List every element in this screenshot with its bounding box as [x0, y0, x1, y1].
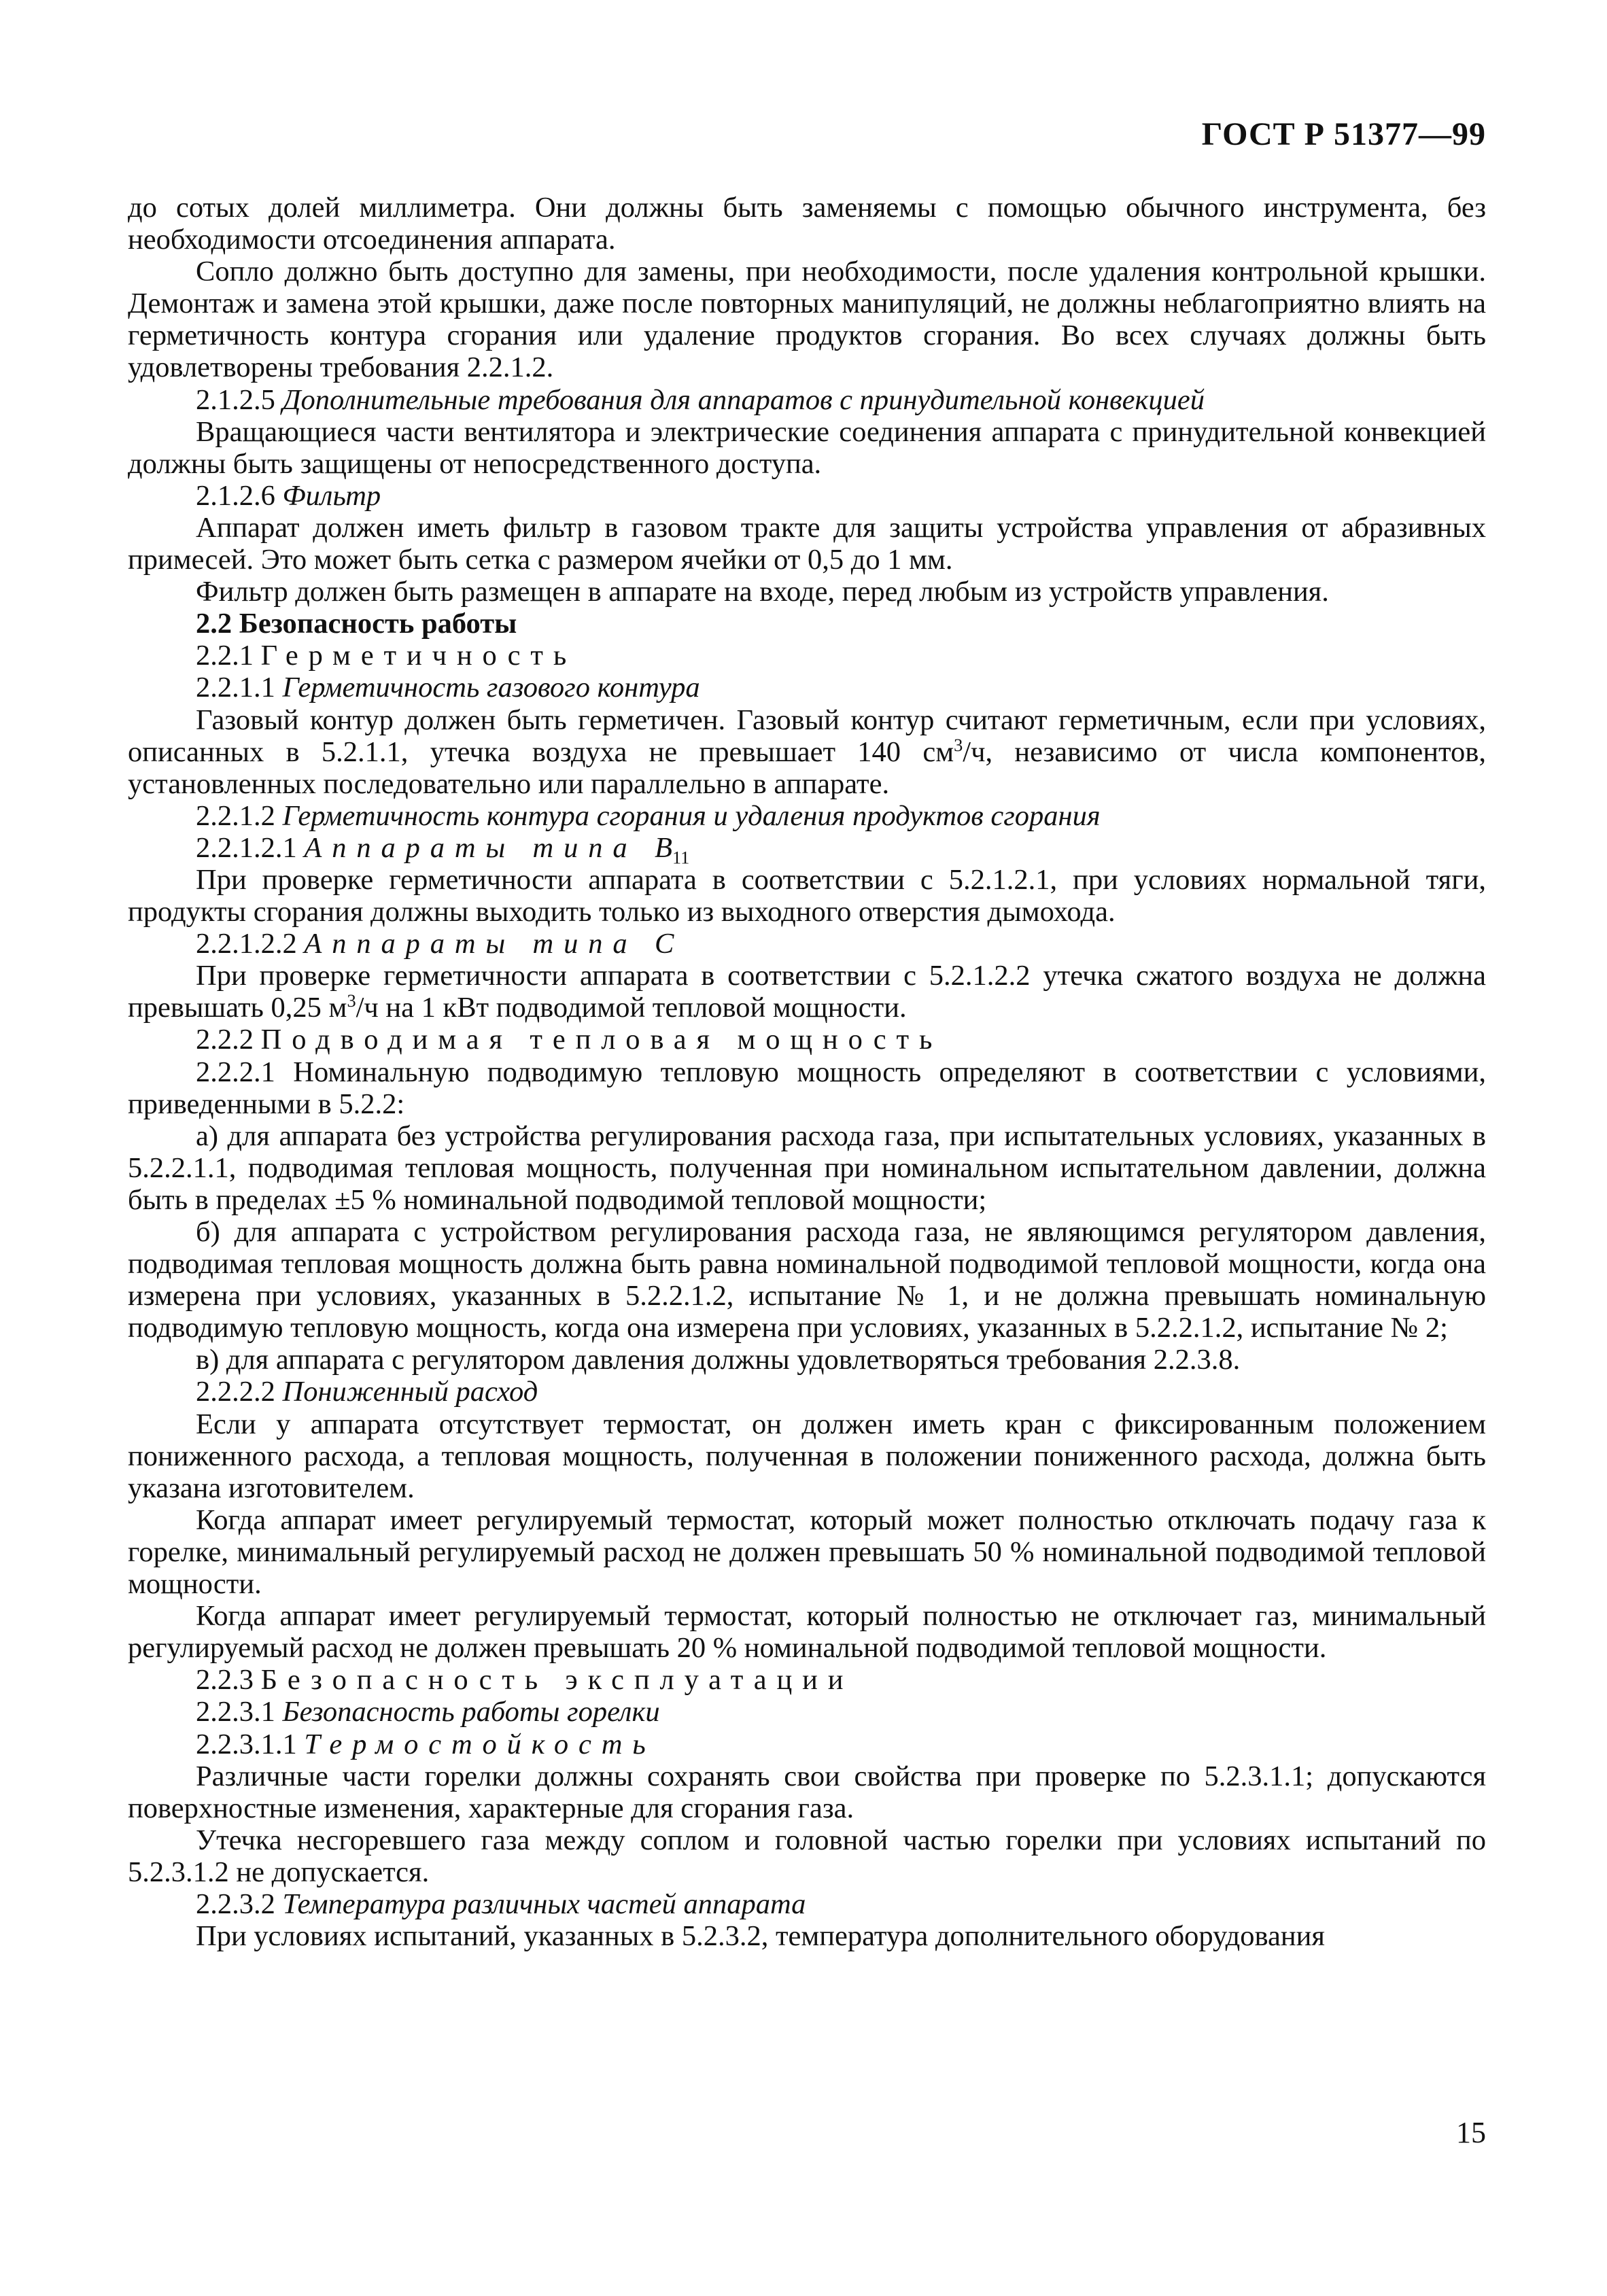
document-body — [128, 192, 1486, 1952]
paragraph — [128, 704, 1486, 800]
paragraph: 2.2.2.1 Номинальную подводимую тепловую мощность определяют в соответствии с условиями, приведенными в 5.2.2: — [128, 1056, 1486, 1120]
paragraph-text: /ч, независимо от числа компонентов, установленных последовательно или параллельно в аппарате. — [128, 735, 1486, 800]
paragraph: до сотых долей миллиметра. Они должны быть заменяемы с помощью обычного инструмента, без необходимости отсоединения аппарата. — [128, 192, 1486, 256]
paragraph: Утечка несгоревшего газа между соплом и головной частью горелки при условиях испытаний по 5.2.3.1.2 не допускается. — [128, 1824, 1486, 1888]
section-number: 2.1.2.5 — [196, 383, 283, 416]
section-title: Аппараты типа — [304, 831, 655, 864]
superscript: 3 — [347, 991, 356, 1011]
section-heading-2-2-3-1-1 — [128, 1728, 1486, 1760]
section-number: 2.2.3.1.1 — [196, 1728, 305, 1760]
section-number: 2.2.1.2.1 — [196, 831, 305, 864]
section-number: 2.2.3 — [196, 1664, 261, 1697]
type-subscript: 11 — [672, 848, 690, 868]
section-heading-2-2-1-2-2 — [128, 928, 1486, 960]
list-item: в) для аппарата с регулятором давления должны удовлетворяться требования 2.2.3.8. — [196, 1344, 1241, 1376]
section-title: 2.2 Безопасность работы — [196, 608, 517, 640]
section-number: 2.2.1.2 — [196, 799, 283, 832]
section-title: Дополнительные требования для аппаратов с принудительной конвекцией — [282, 383, 1205, 416]
paragraph: Аппарат должен иметь фильтр в газовом тракте для защиты устройства управления от абразивных примесей. Это может быть сетка с размером ячейки от 0,5 до 1 мм. — [128, 511, 1486, 576]
section-title: Аппараты типа — [304, 928, 655, 960]
section-title: Безопасность работы горелки — [282, 1696, 660, 1728]
section-title: Подводимая тепловая мощность — [260, 1024, 943, 1056]
paragraph: Если у аппарата отсутствует термостат, он должен иметь кран с фиксированным положением пониженного расхода, а тепловая мощность, полученная в положении пониженного расхода, должна быть указана изготовителем. — [128, 1408, 1486, 1504]
paragraph: Различные части горелки должны сохранять свои свойства при проверке по 5.2.3.1.1; допускаются поверхностные изменения, характерные для сгорания газа. — [128, 1760, 1486, 1824]
section-heading-2-2-2 — [128, 1024, 1486, 1056]
section-title: Температура различных частей аппарата — [282, 1888, 806, 1920]
section-title: Фильтр — [282, 479, 381, 512]
paragraph: Когда аппарат имеет регулируемый термостат, который может полностью отключать подачу газа к горелке, минимальный регулируемый расход не должен превышать 50 % номинальной подводимой тепловой мощности. — [128, 1503, 1486, 1601]
superscript: 3 — [954, 735, 963, 755]
paragraph: Сопло должно быть доступно для замены, при необходимости, после удаления контрольной крышки. Демонтаж и замена этой крышки, даже после повторных манипуляций, не должны неблагоприятно влиять на герметичность контура сгорания или удаление продуктов сгорания. Во всех случаях должны быть удовлетворены требования 2.2.1.2. — [128, 256, 1486, 384]
section-heading-2-2-1-2 — [128, 800, 1486, 832]
section-heading-2-2 — [128, 608, 1486, 640]
section-number: 2.2.1.1 — [196, 672, 283, 704]
section-heading-2-2-1 — [128, 640, 1486, 672]
section-heading-2-2-2-2 — [128, 1376, 1486, 1408]
paragraph-text: Газовый контур должен быть герметичен. Газовый контур считают герметичным, если при условиях, описанных в 5.2.1.1, утечка воздуха не превышает 140 см — [128, 703, 1486, 768]
paragraph — [128, 960, 1486, 1024]
paragraph: При проверке герметичности аппарата в соответствии с 5.2.1.2.1, при условиях нормальной тяги, продукты сгорания должны выходить только из выходного отверстия дымохода. — [128, 863, 1486, 928]
section-heading-2-2-3-1 — [128, 1696, 1486, 1728]
section-number: 2.2.3.1 — [196, 1696, 283, 1728]
paragraph-text: /ч на 1 кВт подводимой тепловой мощности. — [356, 992, 907, 1024]
section-number: 2.2.3.2 — [196, 1888, 283, 1920]
list-item: б) для аппарата с устройством регулирования расхода газа, не являющимся регулятором давления, подводимая тепловая мощность должна быть равна номинальной подводимой тепловой мощности, когда она измерена при условиях, указанных в 5.2.2.1.2, испытание № 1, и не должна превышать номинальную подводимую тепловую мощность, когда она измерена при условиях, указанных в 5.2.2.1.2, испытание № 2; — [128, 1216, 1486, 1344]
section-heading-2-2-1-1 — [128, 672, 1486, 703]
section-heading-2-1-2-5 — [128, 384, 1486, 416]
section-number: 2.2.1 — [196, 640, 261, 672]
section-title: Герметичность контура сгорания и удаления продуктов сгорания — [282, 799, 1101, 832]
section-number: 2.2.1.2.2 — [196, 928, 305, 960]
section-number: 2.2.2 — [196, 1024, 261, 1056]
paragraph-text: При проверке герметичности аппарата в соответствии с 5.2.1.2.2 утечка сжатого воздуха не должна превышать 0,25 м — [128, 960, 1486, 1024]
section-title: Термостойкость — [304, 1728, 656, 1760]
section-title: Герметичность газового контура — [282, 672, 700, 704]
paragraph: Вращающиеся части вентилятора и электрические соединения аппарата с принудительной конвекцией должны быть защищены от непосредственного доступа. — [128, 415, 1486, 480]
type-symbol: C — [655, 928, 674, 960]
paragraph: Фильтр должен быть размещен в аппарате на входе, перед любым из устройств управления. — [196, 576, 1329, 608]
section-heading-2-2-3-2 — [128, 1888, 1486, 1920]
section-number: 2.1.2.6 — [196, 479, 283, 512]
section-title: Безопасность эксплуатации — [260, 1664, 854, 1697]
section-heading-2-2-1-2-1 — [128, 831, 1486, 868]
standard-header: ГОСТ Р 51377—99 — [1201, 116, 1486, 152]
page-number: 15 — [1456, 2116, 1486, 2149]
section-heading-2-2-3 — [128, 1664, 1486, 1696]
section-heading-2-1-2-6 — [128, 480, 1486, 512]
section-number: 2.2.2.2 — [196, 1376, 283, 1408]
paragraph: При условиях испытаний, указанных в 5.2.3.2, температура дополнительного оборудования — [196, 1920, 1325, 1953]
section-title: Пониженный расход — [282, 1376, 538, 1408]
paragraph: Когда аппарат имеет регулируемый термостат, который полностью не отключает газ, минимальный регулируемый расход не должен превышать 20 % номинальной подводимой тепловой мощности. — [128, 1600, 1486, 1665]
list-item: а) для аппарата без устройства регулирования расхода газа, при испытательных условиях, указанных в 5.2.2.1.1, подводимая тепловая мощность, полученная при номинальном испытательном давлении, должна быть в пределах ±5 % номинальной подводимой тепловой мощности; — [128, 1119, 1486, 1216]
section-title: Герметичность — [260, 640, 577, 672]
type-symbol: B — [655, 831, 672, 864]
